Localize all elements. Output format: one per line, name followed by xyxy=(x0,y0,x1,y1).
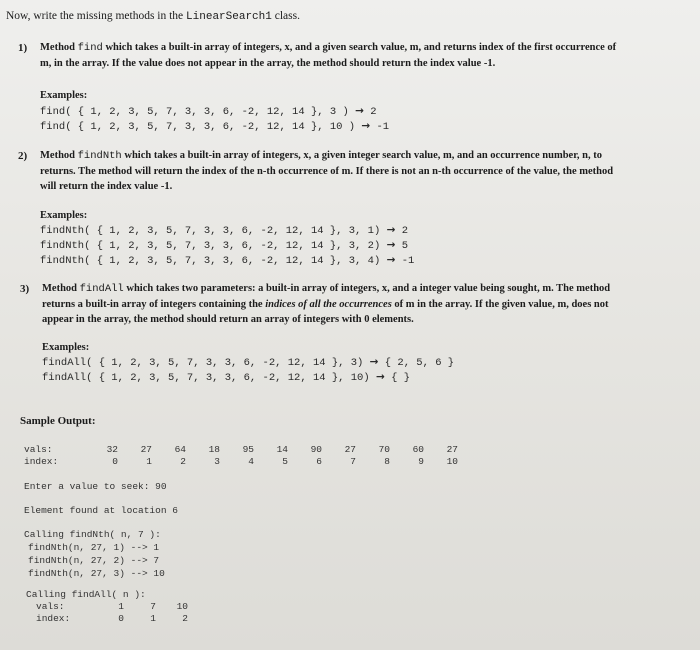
sample-vals-label: vals: xyxy=(24,444,53,455)
example-line: find( { 1, 2, 3, 5, 7, 3, 3, 6, -2, 12, 14 }, 3 ) → 2 xyxy=(40,105,377,118)
question-3-text xyxy=(42,281,610,327)
sample-val-cell: 27 xyxy=(344,444,356,455)
sample-all-index-cell: 0 xyxy=(118,613,124,624)
example-line: findNth( { 1, 2, 3, 5, 7, 3, 3, 6, -2, 12, 14 }, 3, 4) → -1 xyxy=(40,254,415,267)
sample-nth-lines xyxy=(28,541,165,580)
sample-index-cell: 10 xyxy=(446,456,458,467)
sample-all-vals-row xyxy=(100,601,220,613)
sample-all-index-label: index: xyxy=(36,613,71,624)
sample-val-cell: 60 xyxy=(412,444,424,455)
sample-val-cell: 32 xyxy=(106,444,118,455)
sample-val-cell: 95 xyxy=(242,444,254,455)
question-3-line-2: returns a built-in array of integers containing the indices of all the occurrences of m in the array. If the given value, m, does not xyxy=(42,299,609,310)
sample-val-cell: 27 xyxy=(446,444,458,455)
sample-calling-all: Calling findAll( n ): xyxy=(26,589,146,600)
sample-output-title: Sample Output: xyxy=(20,415,96,427)
intro-line xyxy=(6,10,300,23)
sample-val-cell: 14 xyxy=(276,444,288,455)
sample-index-cell: 8 xyxy=(384,456,390,467)
sample-index-cell: 0 xyxy=(112,456,118,467)
sample-all-index-cell: 2 xyxy=(182,613,188,624)
question-1-examples-label: Examples: xyxy=(40,90,88,101)
sample-all-vals-label: vals: xyxy=(36,601,65,612)
sample-index-cell: 2 xyxy=(180,456,186,467)
nth-line: findNth(n, 27, 1) --> 1 xyxy=(28,542,160,553)
sample-all-val-cell: 10 xyxy=(176,601,188,612)
question-2-line-1: Method findNth which takes a built-in array of integers, x, a given integer search value, m, and an occurrence number, n, to xyxy=(40,150,602,162)
question-2-line-3: will return the index value -1. xyxy=(40,181,173,192)
sample-index-cell: 4 xyxy=(248,456,254,467)
sample-index-row xyxy=(94,456,474,468)
sample-found: Element found at location 6 xyxy=(24,505,178,516)
question-3-line-3: appear in the array, the method should return an array of integers with 0 elements. xyxy=(42,314,414,325)
sample-prompt: Enter a value to seek: 90 xyxy=(24,481,167,492)
sample-all-val-cell: 7 xyxy=(150,601,156,612)
question-2-examples-label: Examples: xyxy=(40,210,88,221)
example-line: findAll( { 1, 2, 3, 5, 7, 3, 3, 6, -2, 12, 14 }, 3) → { 2, 5, 6 } xyxy=(42,356,455,369)
sample-index-cell: 1 xyxy=(146,456,152,467)
sample-val-cell: 70 xyxy=(378,444,390,455)
example-line: find( { 1, 2, 3, 5, 7, 3, 3, 6, -2, 12, 14 }, 10 ) → -1 xyxy=(40,120,390,133)
question-1-line-2: m, in the array. If the value does not appear in the array, the method should return the index value -1. xyxy=(40,58,496,69)
intro-class-name: LinearSearch1 xyxy=(186,11,272,23)
example-line: findNth( { 1, 2, 3, 5, 7, 3, 3, 6, -2, 12, 14 }, 3, 2) → 5 xyxy=(40,239,409,252)
sample-val-cell: 90 xyxy=(310,444,322,455)
nth-line: findNth(n, 27, 2) --> 7 xyxy=(28,555,160,566)
intro-suffix: class. xyxy=(271,10,300,22)
question-2-number: 2) xyxy=(18,150,28,162)
intro-prefix: Now, write the missing methods in the xyxy=(6,10,187,22)
example-line: findNth( { 1, 2, 3, 5, 7, 3, 3, 6, -2, 12, 14 }, 3, 1) → 2 xyxy=(40,224,409,237)
question-2-examples xyxy=(40,223,414,268)
sample-all-val-cell: 1 xyxy=(118,601,124,612)
sample-index-cell: 3 xyxy=(214,456,220,467)
sample-index-cell: 9 xyxy=(418,456,424,467)
sample-val-cell: 64 xyxy=(174,444,186,455)
sample-val-cell: 18 xyxy=(208,444,220,455)
question-3-number: 3) xyxy=(20,283,30,295)
question-3-examples xyxy=(42,355,454,385)
sample-calling-nth: Calling findNth( n, 7 ): xyxy=(24,529,161,540)
sample-index-cell: 6 xyxy=(316,456,322,467)
sample-all-index-cell: 1 xyxy=(150,613,156,624)
question-1-examples xyxy=(40,104,389,134)
sample-val-cell: 27 xyxy=(140,444,152,455)
nth-line: findNth(n, 27, 3) --> 10 xyxy=(28,568,165,579)
question-2-text xyxy=(40,148,613,194)
question-3-line-1: Method findAll which takes two parameters: a built-in array of integers, x, and a integer value being sought, m. The method xyxy=(42,283,611,295)
question-1-line-1: Method find which takes a built-in array of integers, x, and a given search value, m, and returns index of the first occurrence of xyxy=(40,42,617,54)
question-1-text xyxy=(40,40,616,71)
sample-index-cell: 5 xyxy=(282,456,288,467)
question-3-examples-label: Examples: xyxy=(42,342,90,353)
sample-vals-row xyxy=(94,444,474,456)
question-2-line-2: returns. The method will return the index of the n-th occurrence of m. If there is not an n-th occurrence of the value, the method xyxy=(40,166,614,177)
sample-all-index-row xyxy=(100,613,220,625)
question-1-number: 1) xyxy=(18,42,28,54)
sample-index-label: index: xyxy=(24,456,59,467)
sample-index-cell: 7 xyxy=(350,456,356,467)
example-line: findAll( { 1, 2, 3, 5, 7, 3, 3, 6, -2, 12, 14 }, 10) → { } xyxy=(42,371,410,384)
